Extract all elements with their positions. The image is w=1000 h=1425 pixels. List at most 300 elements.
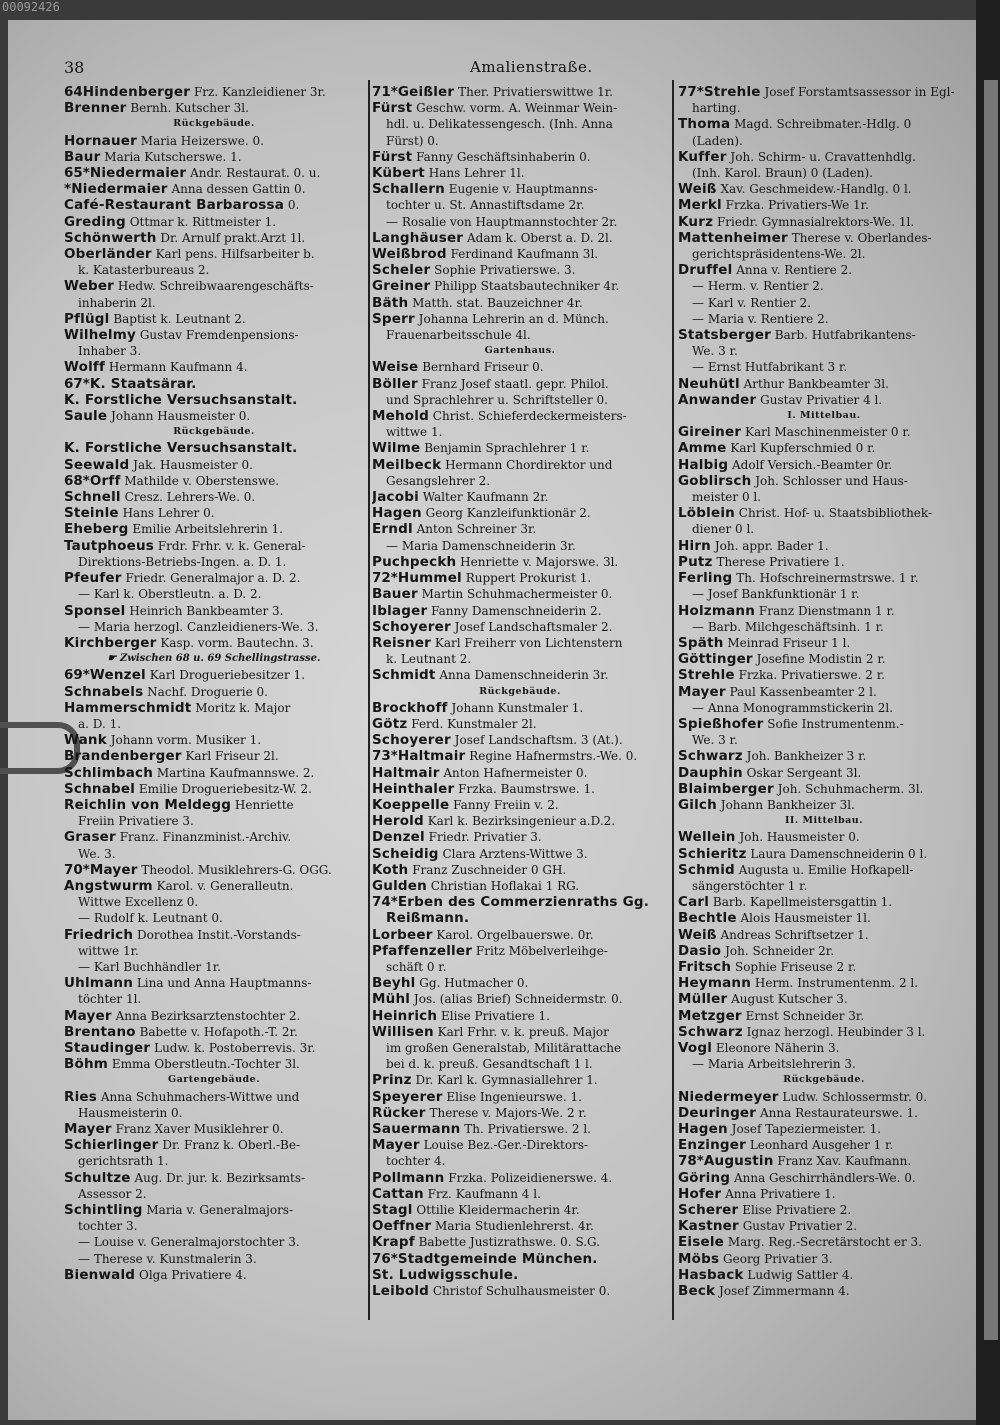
entry-name: Ries (64, 1088, 98, 1105)
entry-continuation: — Maria herzogl. Canzleidieners-We. 3. (78, 619, 319, 634)
entry-details: Fanny Damenschneiderin 2. (427, 603, 602, 618)
directory-entry (678, 1121, 970, 1137)
entry-continuation: Frauenarbeitsschule 4l. (386, 328, 531, 343)
entry-continuation: hdl. u. Delikatessengesch. (Inh. Anna (386, 117, 613, 132)
entry-details: Ludw. Schlossermstr. 0. (778, 1089, 928, 1104)
entry-details: Ernst Schneider 3r. (741, 1008, 865, 1023)
entry-details: Meinrad Friseur 1 l. (723, 635, 851, 650)
directory-entry (372, 505, 668, 521)
entry-continuation: Inhaber 3. (78, 344, 142, 359)
entry-name: Erndl (372, 521, 413, 538)
entry-details: Karl Freiherr von Lichtenstern (431, 635, 623, 650)
entry-continuation: töchter 1l. (78, 992, 142, 1007)
entry-name: Kübert (372, 165, 425, 182)
directory-entry (678, 505, 970, 521)
entry-name: Mehold (372, 408, 429, 425)
entry-name: Schönwerth (64, 229, 157, 246)
entry-details: Frdr. Frhr. v. k. General- (154, 538, 306, 553)
entry-name: Sperr (372, 310, 415, 327)
entry-details: Therese Privatiere 1. (712, 554, 845, 569)
entry-name: Iblager (372, 602, 428, 619)
entry-continuation: gerichtsrath 1. (78, 1154, 169, 1169)
directory-entry (678, 116, 970, 132)
entry-details: Martina Kaufmannswe. 2. (153, 765, 315, 780)
directory-entry (678, 1202, 970, 1218)
entry-name: Scheidig (372, 845, 439, 862)
directory-entry (678, 1040, 970, 1056)
entry-details: Fanny Geschäftsinhaberin 0. (412, 149, 591, 164)
entry-name: Erben des Commerzienraths Gg. (397, 894, 650, 911)
house-number: 69* (64, 667, 90, 684)
directory-entry (64, 862, 364, 878)
entry-details: Ludwig Sattler 4. (743, 1267, 854, 1282)
entry-name: Weiß (678, 926, 717, 943)
directory-entry (64, 1008, 364, 1024)
entry-name: Pfeufer (64, 570, 122, 587)
entry-name: Schwarz (678, 1023, 743, 1040)
entry-details: Bernh. Kutscher 3l. (126, 101, 249, 116)
entry-name: Hummel (397, 570, 462, 587)
entry-details: Christ. Hof- u. Staatsbibliothek- (734, 506, 933, 521)
directory-entry (678, 846, 970, 862)
entry-details: Josef Forstamtsassessor in Egl- (760, 85, 955, 99)
entry-continuation: (Inh. Karol. Braun) 0 (Laden). (692, 166, 873, 181)
directory-entry (372, 376, 668, 392)
section-subheading: I. Mittelbau. (787, 410, 861, 422)
directory-entry (678, 1008, 970, 1024)
entry-continuation: Fürst) 0. (386, 133, 439, 148)
entry-continuation: Gesangslehrer 2. (386, 473, 491, 488)
entry-details: Maria Heizerswe. 0. (136, 133, 264, 148)
entry-details: Ottilie Kleidermacherin 4r. (412, 1203, 580, 1218)
section-subheading: Rückgebäude. (173, 426, 255, 438)
entry-continuation: — Louise v. Generalmajorstochter 3. (78, 1235, 300, 1250)
entry-name: Schwarz (678, 748, 743, 765)
directory-entry (64, 878, 364, 894)
directory-entry (372, 829, 668, 845)
entry-name: Cattan (372, 1185, 424, 1202)
directory-entry (372, 246, 668, 262)
directory-entry (678, 943, 970, 959)
entry-name: Mattenheimer (678, 229, 788, 246)
entry-name: Schnell (64, 489, 121, 506)
directory-entry (64, 1040, 364, 1056)
column-rule (368, 80, 370, 1320)
directory-entry (678, 197, 970, 213)
entry-details: Karl k. Bezirksingenieur a.D.2. (423, 814, 616, 829)
entry-name: Schmid (678, 861, 735, 878)
column-3 (678, 84, 970, 1299)
entry-details: Jos. (alias Brief) Schneidermstr. 0. (410, 992, 623, 1007)
directory-entry (372, 181, 668, 197)
entry-continuation (372, 910, 668, 926)
directory-entry (64, 376, 364, 392)
directory-entry (678, 376, 970, 392)
entry-details: Frzka. Polizeidienerswe. 4. (444, 1170, 613, 1185)
directory-entry (372, 1121, 668, 1137)
directory-entry (678, 603, 970, 619)
directory-entry (678, 1170, 970, 1186)
entry-name: Heymann (678, 975, 752, 992)
house-number: 65* (64, 165, 90, 182)
entry-details: Benjamin Sprachlehrer 1 r. (420, 441, 590, 456)
directory-entry (64, 635, 364, 651)
directory-entry (678, 1251, 970, 1267)
entry-continuation: — Maria v. Rentiere 2. (692, 311, 829, 326)
entry-continuation: k. Leutnant 2. (386, 652, 472, 667)
directory-entry (372, 619, 668, 635)
column-rule (672, 80, 674, 1320)
entry-continuation: im großen Generalstab, Militärattache (386, 1040, 622, 1055)
entry-name: Carl (678, 894, 710, 911)
entry-details: Maria v. Generalmajors- (142, 1203, 294, 1218)
entry-continuation: — Therese v. Kunstmalerin 3. (78, 1251, 257, 1266)
entry-details: Frz. Kaufmann 4 l. (423, 1186, 541, 1201)
entry-details: Franz Xaver Musiklehrer 0. (111, 1122, 284, 1136)
entry-name: Götz (372, 715, 408, 732)
entry-name: Haltmair (397, 748, 466, 765)
directory-entry (678, 716, 970, 732)
entry-name: Sponsel (64, 602, 126, 619)
entry-name: Mayer (64, 1007, 112, 1024)
entry-details: Maria Studienlehrerst. 4r. (431, 1219, 594, 1234)
entry-name: Scherer (678, 1202, 739, 1219)
directory-entry (372, 1089, 668, 1105)
entry-details: Georg Privatier 3. (719, 1251, 833, 1266)
entry-details: Eleonore Näherin 3. (712, 1040, 840, 1055)
directory-entry (64, 975, 364, 991)
entry-name: Deuringer (678, 1104, 757, 1121)
section-subheading: Gartengebäude. (168, 1074, 260, 1086)
entry-continuation: — Karl v. Rentier 2. (692, 295, 811, 310)
entry-continuation: We. 3 r. (692, 733, 738, 748)
directory-entry (372, 262, 668, 278)
entry-details: Frz. Kanzleidiener 3r. (190, 85, 326, 99)
directory-entry (372, 1283, 668, 1299)
entry-continuation: wittwe 1r. (78, 943, 139, 958)
entry-name: Schnabel (64, 780, 136, 797)
directory-entry (678, 457, 970, 473)
entry-details: Walter Kaufmann 2r. (418, 490, 549, 505)
entry-details: Emilie Drogueriebesitz-W. 2. (135, 781, 312, 796)
entry-name: Bauer (372, 586, 418, 603)
entry-name: Löblein (678, 505, 735, 522)
entry-details: Friedr. Generalmajor a. D. 2. (121, 571, 301, 586)
entry-name: Putz (678, 553, 713, 570)
entry-name: Sauermann (372, 1121, 461, 1137)
house-number: 72* (372, 570, 398, 587)
entry-name: Kurz (678, 213, 714, 230)
entry-details: Dr. Arnulf prakt.Arzt 1l. (156, 230, 306, 245)
entry-name: Geißler (397, 84, 455, 100)
directory-entry (64, 440, 364, 456)
directory-entry (678, 149, 970, 165)
entry-name: Weißbrod (372, 246, 447, 263)
entry-continuation: — Herm. v. Rentier 2. (692, 279, 824, 294)
directory-entry (372, 927, 668, 943)
directory-entry (372, 1267, 668, 1283)
directory-entry (64, 538, 364, 554)
entry-name: Schnabels (64, 683, 144, 700)
entry-continuation: — Ernst Hutfabrikant 3 r. (692, 360, 848, 375)
entry-name: Oberländer (64, 246, 152, 263)
entry-name: Saule (64, 408, 108, 425)
entry-details: Barb. Hutfabrikantens- (770, 328, 916, 343)
directory-entry (678, 959, 970, 975)
entry-name: Augustin (703, 1153, 774, 1170)
directory-entry (372, 732, 668, 748)
entry-name: Bechtle (678, 910, 737, 927)
entry-name: Bienwald (64, 1266, 136, 1283)
entry-details: Karl Maschinenmeister 0 r. (741, 425, 911, 440)
entry-continuation: inhaberin 2l. (78, 295, 156, 310)
entry-name: Schoyerer (372, 618, 451, 635)
directory-entry (372, 1137, 668, 1153)
entry-details: Anna dessen Gattin 0. (167, 182, 306, 197)
entry-name: Beyhl (372, 975, 416, 992)
entry-details: Johann vorm. Musiker 1. (106, 733, 262, 748)
entry-details: Kasp. vorm. Bautechn. 3. (156, 635, 314, 650)
entry-name: Jacobi (372, 489, 419, 506)
entry-details: Barb. Kapellmeistersgattin 1. (709, 895, 893, 910)
entry-details: Friedr. Gymnasialrektors-We. 1l. (713, 214, 915, 229)
entry-name: Fürst (372, 148, 413, 165)
entry-details: Gustav Fremdenpensions- (136, 328, 299, 343)
directory-entry (678, 1089, 970, 1105)
entry-details: Henriette v. Majorswe. 3l. (456, 554, 619, 569)
entry-name: K. Forstliche Versuchsanstalt. (64, 391, 298, 408)
entry-details: Hans Lehrer 0. (118, 506, 215, 521)
entry-continuation: — Maria Arbeitslehrerin 3. (692, 1057, 856, 1072)
entry-continuation: harting. (692, 101, 741, 116)
entry-details: Paul Kassenbeamter 2 l. (725, 684, 877, 699)
entry-name: Holzmann (678, 602, 756, 619)
directory-entry (372, 1170, 668, 1186)
entry-name: Mayer (64, 1121, 112, 1137)
entry-details: Hermann Kaufmann 4. (105, 360, 248, 375)
entry-name: Hindenberger (82, 84, 191, 100)
entry-name: Hagen (372, 505, 422, 522)
directory-entry (372, 1234, 668, 1250)
entry-details: Anna Privatiere 1. (721, 1186, 836, 1201)
entry-details: Th. Privatierswe. 2 l. (460, 1122, 591, 1136)
directory-entry (678, 1024, 970, 1040)
directory-entry (678, 829, 970, 845)
entry-details: Dr. Karl k. Gymnasiallehrer 1. (411, 1073, 598, 1088)
directory-entry (372, 1251, 668, 1267)
directory-entry (372, 1024, 668, 1040)
directory-entry (372, 781, 668, 797)
entry-continuation: — Rudolf k. Leutnant 0. (78, 911, 223, 926)
entry-details: Sofie Instrumentenm.- (763, 716, 904, 731)
entry-details: Josef Landschaftsm. 3 (At.). (450, 733, 623, 748)
entry-details: Cresz. Lehrers-We. 0. (120, 490, 256, 505)
entry-continuation: — Maria Damenschneiderin 3r. (386, 538, 576, 553)
directory-entry (64, 1024, 364, 1040)
entry-details: Anna Schuhmachers-Wittwe und (97, 1089, 300, 1104)
entry-name: Seewald (64, 456, 130, 473)
entry-details: Karl Friseur 2l. (181, 749, 279, 764)
entry-details: Maria Kutscherswe. 1. (100, 149, 242, 164)
directory-entry (678, 894, 970, 910)
directory-entry (372, 862, 668, 878)
entry-details: Adolf Versich.-Beamter 0r. (728, 457, 893, 472)
directory-entry (678, 667, 970, 683)
directory-entry (678, 635, 970, 651)
entry-details: Anton Hafnermeister 0. (439, 765, 588, 780)
directory-entry (372, 943, 668, 959)
entry-details: Henriette (231, 797, 294, 812)
entry-name: Bäth (372, 294, 409, 311)
directory-entry (372, 813, 668, 829)
entry-name: Hammerschmidt (64, 699, 192, 716)
directory-entry (372, 408, 668, 424)
house-number: 73* (372, 748, 398, 765)
directory-entry (678, 538, 970, 554)
entry-name: Uhlmann (64, 975, 133, 992)
cross-reference-note: ☛ Zwischen 68 u. 69 Schellingstrasse. (107, 653, 321, 665)
entry-details: Fanny Freiin v. 2. (449, 797, 559, 812)
directory-entry (372, 765, 668, 781)
directory-entry (372, 230, 668, 246)
entry-continuation: meister 0 l. (692, 490, 762, 505)
entry-details: Martin Schuhmachermeister 0. (417, 587, 613, 602)
entry-details: Frzka. Baumstrswe. 1. (454, 781, 595, 796)
entry-details: Ottmar k. Rittmeister 1. (125, 214, 277, 229)
directory-entry (372, 149, 668, 165)
entry-details: Anna Restaurateurswe. 1. (756, 1105, 918, 1120)
house-number: 76* (372, 1250, 398, 1267)
entry-name: Göttinger (678, 651, 753, 668)
directory-entry (372, 457, 668, 473)
entry-name: Kirchberger (64, 634, 157, 651)
entry-name: Niedermaier (89, 165, 187, 182)
entry-details: Elise Ingenieurswe. 1. (442, 1089, 582, 1104)
entry-name: Amme (678, 440, 727, 457)
entry-details: Emilie Arbeitslehrerin 1. (128, 522, 283, 537)
entry-details: Joh. Schlosser und Haus- (751, 473, 908, 488)
entry-name: Metzger (678, 1007, 742, 1024)
entry-details: Hermann Chordirektor und (441, 457, 613, 472)
entry-name: *Niedermaier (64, 181, 168, 198)
directory-entry (678, 927, 970, 943)
directory-entry (64, 457, 364, 473)
entry-name: K. Forstliche Versuchsanstalt. (64, 440, 298, 457)
entry-name: Strehle (678, 667, 735, 684)
entry-details: Lina und Anna Hauptmanns- (133, 976, 312, 991)
directory-entry (64, 732, 364, 748)
entry-continuation: Assessor 2. (78, 1186, 147, 1201)
entry-continuation: — Karl Buchhändler 1r. (78, 959, 221, 974)
entry-name: Niedermeyer (678, 1088, 779, 1105)
entry-name: Hirn (678, 537, 711, 554)
entry-details: Olga Privatiere 4. (135, 1267, 247, 1282)
entry-details: Elise Privatiere 1. (437, 1008, 550, 1023)
house-number: 77* (678, 84, 704, 100)
section-subheading: Rückgebäude. (479, 685, 561, 697)
entry-continuation: a. D. 1. (78, 716, 122, 731)
directory-entry (64, 181, 364, 197)
entry-details: Joh. Schuhmacherm. 3l. (773, 781, 924, 796)
entry-details: Ruppert Prokurist 1. (461, 571, 592, 586)
directory-entry (678, 1105, 970, 1121)
entry-details: Christ. Schieferdeckermeisters- (428, 409, 627, 424)
entry-name: Schintling (64, 1202, 143, 1219)
entry-continuation: Direktions-Betriebs-Ingen. a. D. 1. (78, 554, 287, 569)
directory-entry (372, 440, 668, 456)
directory-entry (64, 1137, 364, 1153)
directory-entry (372, 1218, 668, 1234)
directory-entry (372, 1202, 668, 1218)
entry-name: Hofer (678, 1185, 722, 1202)
entry-name: Koth (372, 861, 409, 878)
entry-name: Willisen (372, 1023, 434, 1040)
directory-entry (64, 797, 364, 813)
entry-name: Blaimberger (678, 780, 774, 797)
house-number: 70* (64, 861, 90, 878)
entry-continuation: — Anna Monogrammstickerin 2l. (692, 700, 894, 715)
entry-name: Mühl (372, 991, 411, 1008)
directory-entry (678, 1218, 970, 1234)
directory-entry (678, 1153, 970, 1169)
directory-entry (372, 521, 668, 537)
entry-name: Strehle (703, 84, 761, 100)
entry-continuation: tochter u. St. Annastiftsdame 2r. (386, 198, 585, 213)
entry-details: Ludw. k. Postoberrevis. 3r. (150, 1040, 316, 1055)
entry-details: Joh. Bankheizer 3 r. (742, 749, 867, 764)
entry-details: Dorothea Instit.-Vorstands- (133, 927, 301, 942)
entry-details: Sophie Friseuse 2 r. (731, 959, 857, 974)
entry-continuation: Hausmeisterin 0. (78, 1105, 183, 1120)
entry-details: Karl pens. Hilfsarbeiter b. (151, 247, 315, 262)
directory-entry (64, 765, 364, 781)
directory-entry (372, 84, 668, 100)
entry-details: Joh. Hausmeister 0. (735, 830, 860, 845)
directory-entry (678, 748, 970, 764)
entry-details: Dr. Franz k. Oberl.-Be- (158, 1138, 301, 1153)
entry-name: Rücker (372, 1104, 426, 1121)
page-edge (976, 0, 1000, 1425)
entry-name: Mayer (89, 861, 138, 878)
directory-entry (678, 181, 970, 197)
directory-entry (678, 781, 970, 797)
entry-details: Leonhard Ausgeher 1 r. (746, 1138, 894, 1153)
entry-details: Karl Frhr. v. k. preuß. Major (433, 1024, 609, 1039)
entry-details: Mathilde v. Oberstenswe. (120, 473, 280, 488)
entry-details: Frzka. Privatierswe. 2 r. (734, 668, 885, 683)
entry-details: Eugenie v. Hauptmanns- (444, 182, 598, 197)
entry-details: Ignaz herzogl. Heubinder 3 l. (742, 1024, 926, 1039)
entry-details: Xav. Geschmeidew.-Handlg. 0 l. (716, 182, 912, 197)
directory-entry (64, 278, 364, 294)
house-number: 68* (64, 472, 90, 489)
directory-entry (64, 408, 364, 424)
entry-name: Meilbeck (372, 456, 442, 473)
entry-details: Magd. Schreibmater.-Hdlg. 0 (730, 117, 912, 132)
entry-details: Arthur Bankbeamter 3l. (739, 376, 889, 391)
entry-details: Th. Hofschreinermstrswe. 1 r. (732, 571, 919, 586)
entry-details: Therese v. Majors-We. 2 r. (425, 1105, 587, 1120)
directory-entry (372, 991, 668, 1007)
entry-details: Karol. Orgelbauerswe. 0r. (432, 927, 594, 942)
entry-continuation: tochter 3. (78, 1219, 138, 1234)
directory-entry (678, 1267, 970, 1283)
entry-details: Josefine Modistin 2 r. (752, 652, 886, 667)
entry-name: Merkl (678, 197, 722, 214)
entry-name: Halbig (678, 456, 729, 473)
entry-details: Gustav Privatier 4 l. (756, 392, 883, 407)
directory-entry (372, 554, 668, 570)
